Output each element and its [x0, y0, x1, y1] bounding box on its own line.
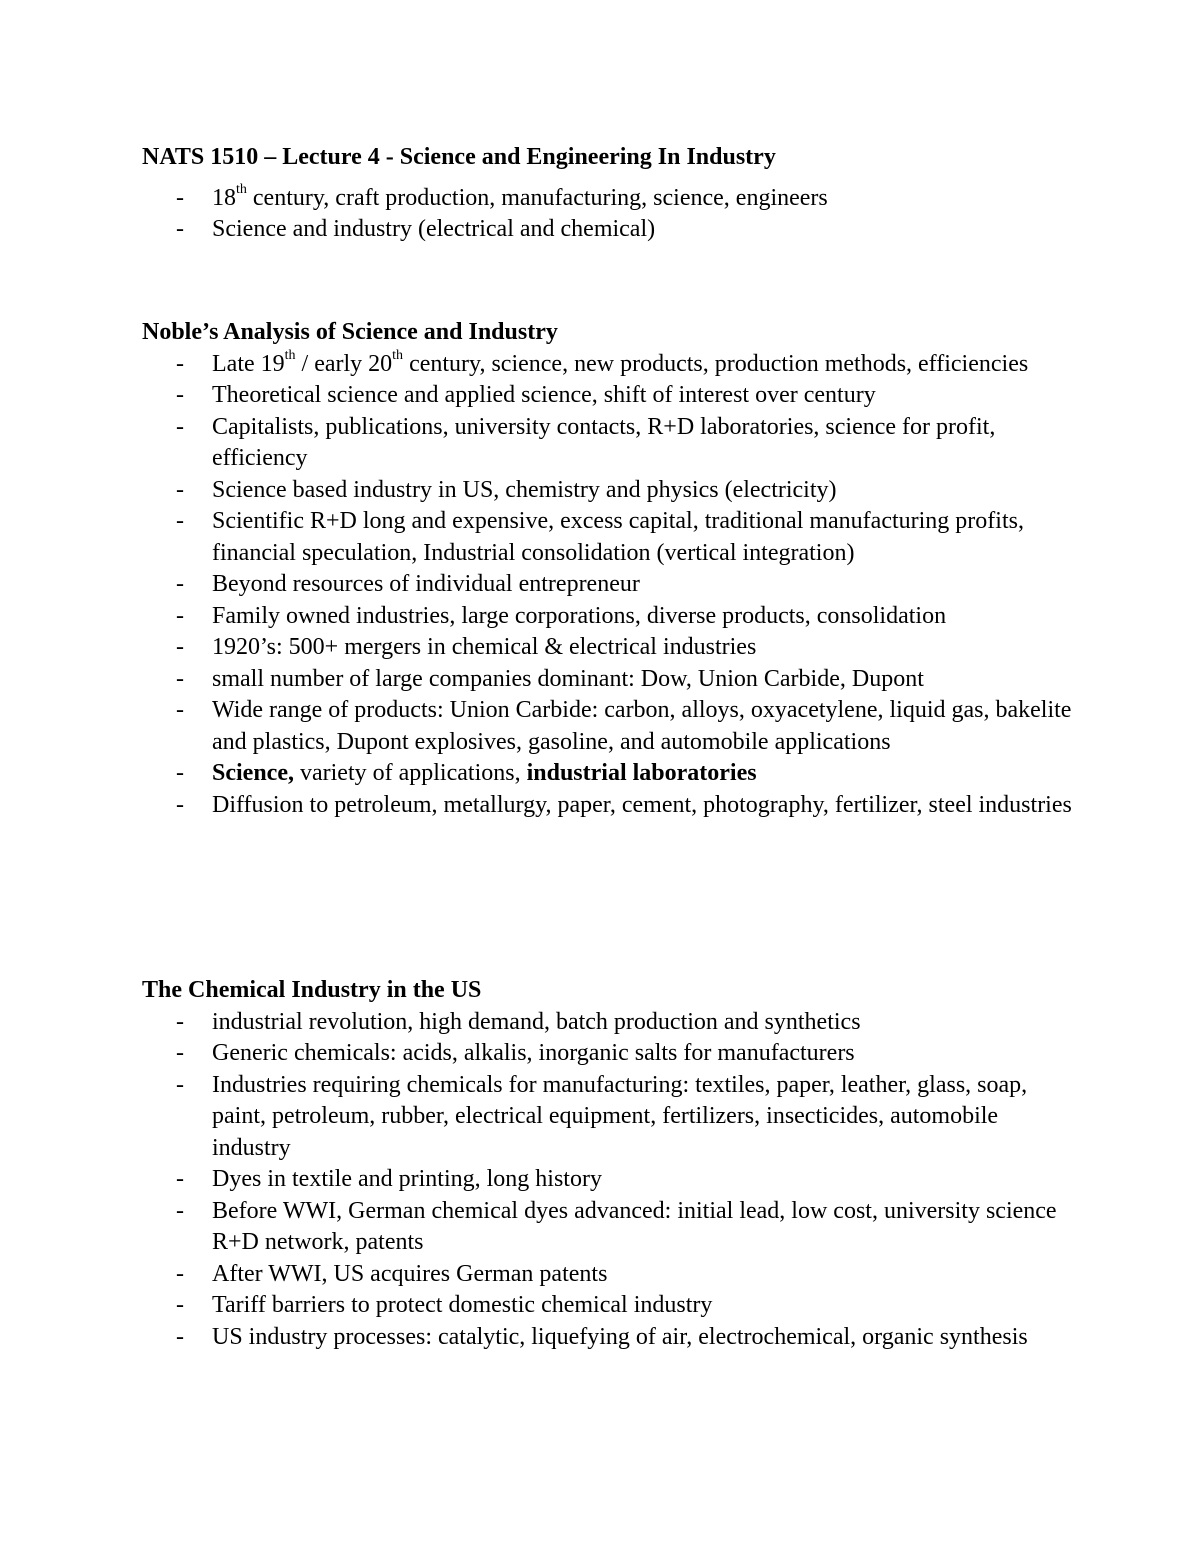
- section-heading-chemical: The Chemical Industry in the US: [142, 977, 482, 1003]
- bullet-dash: -: [176, 602, 184, 629]
- noble-section: [142, 317, 1072, 821]
- list-item: - Science based industry in US, chemistry and physics (electricity): [142, 475, 1072, 507]
- bullet-dash: -: [176, 1323, 184, 1350]
- list-item: - industrial revolution, high demand, batch production and synthetics: [142, 1007, 1072, 1039]
- list-item: - 1920’s: 500+ mergers in chemical & electrical industries: [142, 632, 1072, 664]
- page-title: NATS 1510 – Lecture 4 - Science and Engineering In Industry: [142, 144, 776, 170]
- list-item: - Dyes in textile and printing, long history: [142, 1164, 1072, 1196]
- section-heading-noble: Noble’s Analysis of Science and Industry: [142, 319, 558, 345]
- bullet-dash: -: [176, 571, 184, 597]
- bullet-dash: -: [176, 1071, 184, 1098]
- list-item: - Wide range of products: Union Carbide: carbon, alloys, oxyacetylene, liquid gas, bakelite and plastics, Dupont explosives, gasoline, and automobile applications: [176, 697, 1072, 755]
- list-item: - Science and industry (electrical and chemical): [142, 214, 1072, 246]
- bullet-dash: -: [176, 1008, 184, 1035]
- bullet-dash: -: [176, 216, 184, 242]
- bullet-dash: -: [176, 1260, 184, 1287]
- list-item: - US industry processes: catalytic, liquefying of air, electrochemical, organic synthesis: [142, 1322, 1072, 1354]
- bullet-dash: -: [176, 1166, 184, 1192]
- list-item: - After WWI, US acquires German patents: [142, 1259, 1072, 1291]
- list-item: - Tariff barriers to protect domestic chemical industry: [142, 1290, 1072, 1322]
- list-item: - Before WWI, German chemical dyes advanced: initial lead, low cost, university science R+D network, patents: [176, 1197, 1057, 1255]
- bullet-dash: -: [176, 476, 184, 503]
- list-item: - Beyond resources of individual entrepreneur: [142, 569, 1072, 601]
- list-item: - Science, variety of applications, industrial laboratories: [142, 758, 1072, 790]
- bullet-dash: -: [176, 697, 184, 723]
- list-item: - Late 19th / early 20th century, science, new products, production methods, efficiencies: [142, 349, 1072, 381]
- noble-bullet-list: [142, 349, 1072, 822]
- list-item: - Scientific R+D long and expensive, excess capital, traditional manufacturing profits, financial speculation, Industrial consolidation (vertical integration): [176, 508, 1024, 566]
- list-item: - Generic chemicals: acids, alkalis, inorganic salts for manufacturers: [142, 1038, 1072, 1070]
- list-item: - Theoretical science and applied science, shift of interest over century: [142, 380, 1072, 412]
- bullet-dash: -: [176, 350, 184, 377]
- title-bullet-list: [142, 183, 1072, 246]
- bullet-dash: -: [176, 184, 184, 211]
- bullet-dash: -: [176, 382, 184, 408]
- bullet-dash: -: [176, 508, 184, 534]
- list-item: - Diffusion to petroleum, metallurgy, paper, cement, photography, fertilizer, steel industries: [142, 790, 1072, 822]
- bullet-dash: -: [176, 791, 184, 818]
- bullet-dash: -: [176, 1040, 184, 1066]
- bullet-dash: -: [176, 1197, 184, 1224]
- bullet-dash: -: [176, 413, 184, 440]
- bullet-dash: -: [176, 760, 184, 786]
- title-section: [142, 142, 1072, 246]
- list-item: - 18th century, craft production, manufacturing, science, engineers: [142, 183, 1072, 215]
- list-item: - Industries requiring chemicals for manufacturing: textiles, paper, leather, glass, soap, paint, petroleum, rubber, electrical equipment, fertilizers, insecticides, automobile industry: [176, 1071, 1028, 1161]
- chemical-bullet-list: [142, 1007, 1072, 1354]
- list-item: - Capitalists, publications, university contacts, R+D laboratories, science for profit, efficiency: [176, 413, 996, 471]
- bullet-dash: -: [176, 1292, 184, 1318]
- list-item: - small number of large companies dominant: Dow, Union Carbide, Dupont: [142, 664, 1072, 696]
- bullet-dash: -: [176, 634, 184, 660]
- list-item: - Family owned industries, large corporations, diverse products, consolidation: [142, 601, 1072, 633]
- bullet-dash: -: [176, 665, 184, 692]
- chemical-industry-section: [142, 975, 1072, 1353]
